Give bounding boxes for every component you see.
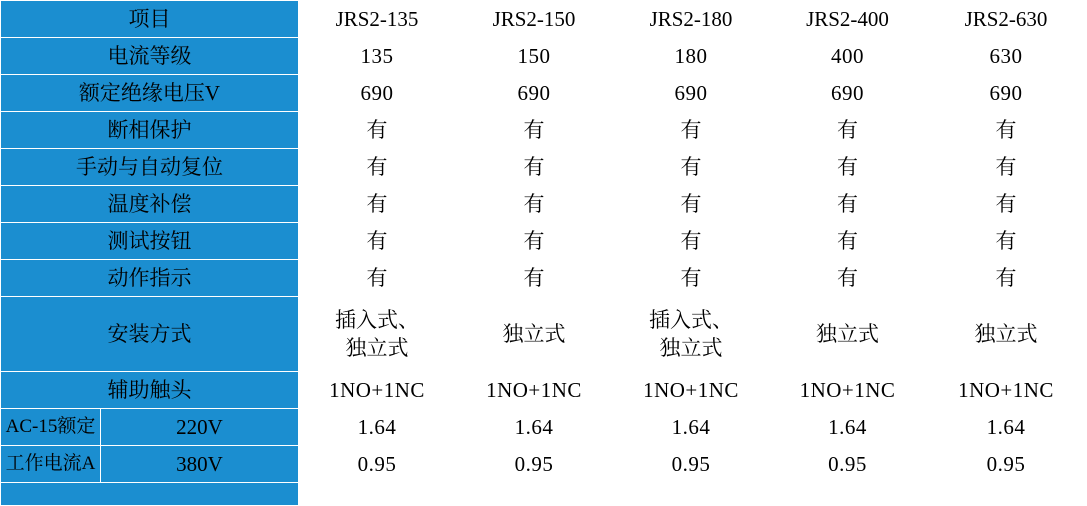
cell-insulation-voltage-5: 690 [926, 75, 1087, 112]
cell-ac15-380v-3: 0.95 [613, 446, 770, 483]
cell-action-indication-1: 有 [299, 260, 456, 297]
cell-temp-comp-4: 有 [770, 186, 926, 223]
cell-ac15-220v-4: 1.64 [770, 409, 926, 446]
cell-test-button-2: 有 [456, 223, 613, 260]
cell-reset-4: 有 [770, 149, 926, 186]
cell-current-rating-1: 135 [299, 38, 456, 75]
cell-ac15-380v-5: 0.95 [926, 446, 1087, 483]
table-row [1, 223, 1087, 260]
cell-current-rating-3: 180 [613, 38, 770, 75]
row-label-mounting-type: 安装方式 [1, 297, 299, 372]
table-header-row [1, 1, 1087, 38]
table-row [1, 446, 1087, 483]
cell-test-button-3: 有 [613, 223, 770, 260]
cell-mounting-1-line2: 独立式 [345, 336, 409, 360]
cell-phase-loss-5: 有 [926, 112, 1087, 149]
table-row [1, 75, 1087, 112]
row-label-insulation-voltage: 额定绝缘电压V [1, 75, 299, 112]
cell-reset-2: 有 [456, 149, 613, 186]
cell-mounting-5-line1: 独立式 [974, 321, 1038, 346]
cell-mounting-5 [926, 297, 1087, 372]
cell-test-button-1: 有 [299, 223, 456, 260]
header-model-1: JRS2-135 [299, 1, 456, 38]
cell-mounting-4 [770, 297, 926, 372]
cell-action-indication-5: 有 [926, 260, 1087, 297]
header-model-4: JRS2-400 [770, 1, 926, 38]
cell-current-rating-2: 150 [456, 38, 613, 75]
cell-aux-contacts-4: 1NO+1NC [770, 372, 926, 409]
row-label-test-button: 测试按钮 [1, 223, 299, 260]
row-label-manual-auto-reset: 手动与自动复位 [1, 149, 299, 186]
cell-phase-loss-2: 有 [456, 112, 613, 149]
cell-test-button-4: 有 [770, 223, 926, 260]
cell-temp-comp-2: 有 [456, 186, 613, 223]
cell-mounting-1-line1: 插入式、 [335, 307, 419, 332]
cell-temp-comp-5: 有 [926, 186, 1087, 223]
cell-insulation-voltage-2: 690 [456, 75, 613, 112]
row-label-action-indication: 动作指示 [1, 260, 299, 297]
cell-ac15-380v-2: 0.95 [456, 446, 613, 483]
cell-ac15-220v-5: 1.64 [926, 409, 1087, 446]
cell-phase-loss-3: 有 [613, 112, 770, 149]
table-row [1, 38, 1087, 75]
row-label-ac15-380v: 380V [101, 446, 299, 483]
cell-action-indication-4: 有 [770, 260, 926, 297]
cell-mounting-1 [299, 297, 456, 372]
table-row [1, 409, 1087, 446]
cell-mounting-3-line1: 插入式、 [649, 307, 733, 332]
cell-insulation-voltage-1: 690 [299, 75, 456, 112]
cell-action-indication-3: 有 [613, 260, 770, 297]
table-row [1, 297, 1087, 372]
cell-action-indication-2: 有 [456, 260, 613, 297]
row-label-auxiliary-contacts: 辅助触头 [1, 372, 299, 409]
cell-aux-contacts-2: 1NO+1NC [456, 372, 613, 409]
cell-mounting-2 [456, 297, 613, 372]
cell-partial-2 [456, 483, 613, 506]
table-row [1, 186, 1087, 223]
cell-temp-comp-3: 有 [613, 186, 770, 223]
row-label-phase-loss-protection: 断相保护 [1, 112, 299, 149]
cell-phase-loss-4: 有 [770, 112, 926, 149]
table-row [1, 149, 1087, 186]
cell-reset-3: 有 [613, 149, 770, 186]
row-label-ac15-220v: 220V [101, 409, 299, 446]
cell-ac15-380v-1: 0.95 [299, 446, 456, 483]
table-row [1, 372, 1087, 409]
header-model-3: JRS2-180 [613, 1, 770, 38]
table-row [1, 260, 1087, 297]
cell-partial-5 [926, 483, 1087, 506]
cell-mounting-4-line1: 独立式 [816, 321, 879, 346]
cell-ac15-220v-3: 1.64 [613, 409, 770, 446]
cell-ac15-380v-4: 0.95 [770, 446, 926, 483]
header-label-item: 项目 [1, 1, 299, 38]
header-model-5: JRS2-630 [926, 1, 1087, 38]
cell-current-rating-4: 400 [770, 38, 926, 75]
cell-current-rating-5: 630 [926, 38, 1087, 75]
cell-test-button-5: 有 [926, 223, 1087, 260]
cell-ac15-220v-1: 1.64 [299, 409, 456, 446]
cell-insulation-voltage-4: 690 [770, 75, 926, 112]
cell-temp-comp-1: 有 [299, 186, 456, 223]
header-model-2: JRS2-150 [456, 1, 613, 38]
cell-aux-contacts-3: 1NO+1NC [613, 372, 770, 409]
row-label-ac15-line1: AC-15额定 [1, 409, 101, 446]
cell-partial-1 [299, 483, 456, 506]
cell-mounting-2-line1: 独立式 [502, 321, 566, 346]
cell-aux-contacts-5: 1NO+1NC [926, 372, 1087, 409]
table-row-partial [1, 483, 1087, 506]
cell-ac15-220v-2: 1.64 [456, 409, 613, 446]
table-row [1, 112, 1087, 149]
cell-partial-3 [613, 483, 770, 506]
cell-partial-4 [770, 483, 926, 506]
cell-reset-5: 有 [926, 149, 1087, 186]
row-label-partial [1, 483, 299, 506]
cell-mounting-3-line2: 独立式 [659, 336, 723, 360]
cell-aux-contacts-1: 1NO+1NC [299, 372, 456, 409]
row-label-current-rating: 电流等级 [1, 38, 299, 75]
cell-reset-1: 有 [299, 149, 456, 186]
row-label-temperature-compensation: 温度补偿 [1, 186, 299, 223]
row-label-ac15-line2: 工作电流A [1, 446, 101, 483]
cell-mounting-3 [613, 297, 770, 372]
cell-phase-loss-1: 有 [299, 112, 456, 149]
cell-insulation-voltage-3: 690 [613, 75, 770, 112]
